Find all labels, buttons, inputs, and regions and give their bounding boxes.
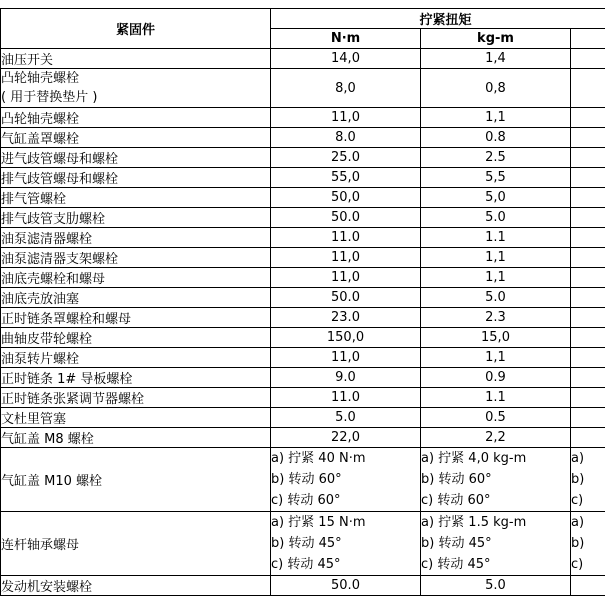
table-row: [1, 512, 605, 576]
torque-nm: 11,0: [271, 248, 421, 268]
torque-kgm: 15,0: [421, 328, 571, 348]
step-c: c) 转动 60°: [271, 493, 341, 508]
step-b: b): [571, 536, 585, 551]
fastener-name: 气缸盖 M10 螺栓: [1, 448, 271, 512]
torque-nm: 25.0: [271, 148, 421, 168]
table-row: [1, 188, 605, 208]
fastener-name: 油压开关: [1, 49, 271, 69]
torque-lb: [571, 208, 605, 228]
torque-kgm: 0.5: [421, 408, 571, 428]
torque-kgm: 1,1: [421, 268, 571, 288]
torque-kgm-steps: [421, 448, 571, 512]
torque-lb: [571, 308, 605, 328]
torque-lb: [571, 49, 605, 69]
torque-lb: [571, 328, 605, 348]
unit-nm-header: N·m: [271, 29, 421, 49]
unit-kgm-header: kg-m: [421, 29, 571, 49]
torque-kgm: 5.0: [421, 208, 571, 228]
torque-nm-steps: [271, 448, 421, 512]
torque-nm: 8.0: [271, 128, 421, 148]
fastener-name: 凸轮轴壳螺栓: [1, 108, 271, 128]
fastener-name: 曲轴皮带轮螺栓: [1, 328, 271, 348]
torque-nm: 50.0: [271, 576, 421, 596]
table-row: [1, 248, 605, 268]
torque-nm: 5.0: [271, 408, 421, 428]
table-row: [1, 408, 605, 428]
step-a: a) 拧紧 15 N·m: [271, 515, 366, 530]
torque-kgm: 1,1: [421, 348, 571, 368]
step-c: c) 转动 45°: [421, 557, 491, 572]
torque-lb: [571, 148, 605, 168]
torque-kgm: 2.5: [421, 148, 571, 168]
step-a: a) 拧紧 40 N·m: [271, 451, 366, 466]
torque-kgm: 1,4: [421, 49, 571, 69]
torque-nm: 50.0: [271, 288, 421, 308]
torque-lb: [571, 408, 605, 428]
step-c: c): [571, 557, 584, 572]
step-a: a): [571, 451, 585, 466]
torque-lb: [571, 288, 605, 308]
table-row: [1, 328, 605, 348]
torque-kgm: 0,8: [421, 69, 571, 108]
table-row: [1, 49, 605, 69]
fastener-name: 油底壳放油塞: [1, 288, 271, 308]
fastener-name: 油泵滤清器支架螺栓: [1, 248, 271, 268]
fastener-name: 正时链条张紧调节器螺栓: [1, 388, 271, 408]
torque-nm: 11,0: [271, 108, 421, 128]
table-row: [1, 69, 605, 108]
step-a: a) 拧紧 1.5 kg-m: [421, 515, 527, 530]
fastener-name: 排气歧管支肋螺栓: [1, 208, 271, 228]
torque-kgm: 1.1: [421, 388, 571, 408]
torque-nm: 11,0: [271, 348, 421, 368]
torque-nm: 55,0: [271, 168, 421, 188]
table-row: [1, 308, 605, 328]
table-row: [1, 448, 605, 512]
fastener-name: 排气管螺栓: [1, 188, 271, 208]
torque-kgm: 1,1: [421, 248, 571, 268]
step-a: a) 拧紧 4,0 kg-m: [421, 451, 527, 466]
fastener-name: 油泵滤清器螺栓: [1, 228, 271, 248]
table-row: [1, 208, 605, 228]
fastener-name: 文杜里管塞: [1, 408, 271, 428]
fastener-name-line1: 凸轮轴壳螺栓: [1, 71, 80, 86]
step-b: b) 转动 60°: [421, 472, 492, 487]
torque-nm: 11.0: [271, 228, 421, 248]
step-b: b): [571, 472, 585, 487]
step-b: b) 转动 60°: [271, 472, 342, 487]
torque-nm-steps: [271, 512, 421, 576]
fastener-name: 油底壳螺栓和螺母: [1, 268, 271, 288]
torque-lb: [571, 248, 605, 268]
step-a: a): [571, 515, 585, 530]
table-row: [1, 288, 605, 308]
table-row: [1, 428, 605, 448]
torque-lb: [571, 168, 605, 188]
torque-kgm: 5,0: [421, 188, 571, 208]
torque-kgm: 5,5: [421, 168, 571, 188]
torque-nm: 9.0: [271, 368, 421, 388]
torque-lb: [571, 128, 605, 148]
torque-nm: 150,0: [271, 328, 421, 348]
table-row: [1, 576, 605, 596]
step-c: c) 转动 45°: [271, 557, 341, 572]
torque-lb: [571, 108, 605, 128]
torque-nm: 11,0: [271, 268, 421, 288]
fastener-name: 正时链条罩螺栓和螺母: [1, 308, 271, 328]
fastener-name: 正时链条 1# 导板螺栓: [1, 368, 271, 388]
torque-nm: 50.0: [271, 208, 421, 228]
torque-kgm-steps: [421, 512, 571, 576]
table-row: [1, 128, 605, 148]
fastener-name: 排气歧管螺母和螺栓: [1, 168, 271, 188]
torque-kgm: 2.3: [421, 308, 571, 328]
torque-kgm: 2,2: [421, 428, 571, 448]
torque-lb: [571, 428, 605, 448]
table-row: [1, 148, 605, 168]
table-row: [1, 228, 605, 248]
table-row: [1, 168, 605, 188]
table-row: [1, 348, 605, 368]
fastener-name-line2: ( 用于替换垫片 ): [1, 90, 98, 105]
torque-kgm: 5.0: [421, 576, 571, 596]
torque-lb: [571, 268, 605, 288]
torque-nm: 11.0: [271, 388, 421, 408]
table-row: [1, 108, 605, 128]
torque-lb: [571, 388, 605, 408]
torque-lb: [571, 576, 605, 596]
torque-lb: [571, 69, 605, 108]
table-row: [1, 388, 605, 408]
torque-lb: [571, 228, 605, 248]
torque-nm: 8,0: [271, 69, 421, 108]
table-row: [1, 368, 605, 388]
fastener-name: 气缸盖 M8 螺栓: [1, 428, 271, 448]
torque-header: 拧紧扭矩: [271, 9, 605, 29]
step-b: b) 转动 45°: [271, 536, 342, 551]
fastener-name: 发动机安装螺栓: [1, 576, 271, 596]
torque-kgm: 5.0: [421, 288, 571, 308]
step-c: c): [571, 493, 584, 508]
fastener-name: 连杆轴承螺母: [1, 512, 271, 576]
torque-lb-steps: [571, 512, 605, 576]
torque-lb-steps: [571, 448, 605, 512]
torque-nm: 14,0: [271, 49, 421, 69]
fastener-name: 进气歧管螺母和螺栓: [1, 148, 271, 168]
step-c: c) 转动 60°: [421, 493, 491, 508]
fastener-name: 气缸盖罩螺栓: [1, 128, 271, 148]
unit-lb-header: [571, 29, 605, 49]
torque-nm: 23.0: [271, 308, 421, 328]
torque-kgm: 0.9: [421, 368, 571, 388]
table-row: [1, 268, 605, 288]
fastener-name: 油泵转片螺栓: [1, 348, 271, 368]
torque-spec-table: [0, 8, 605, 596]
torque-kgm: 0.8: [421, 128, 571, 148]
torque-nm: 22,0: [271, 428, 421, 448]
fastener-name: [1, 69, 271, 108]
torque-lb: [571, 188, 605, 208]
torque-lb: [571, 348, 605, 368]
torque-lb: [571, 368, 605, 388]
torque-kgm: 1,1: [421, 108, 571, 128]
torque-nm: 50,0: [271, 188, 421, 208]
torque-kgm: 1.1: [421, 228, 571, 248]
step-b: b) 转动 45°: [421, 536, 492, 551]
fastener-header: 紧固件: [1, 9, 271, 49]
